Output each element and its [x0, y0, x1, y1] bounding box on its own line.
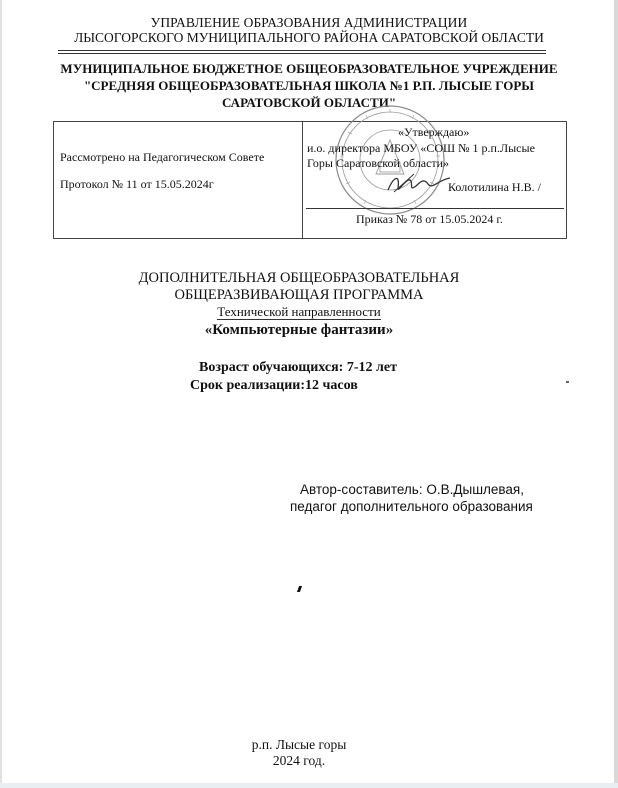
scan-speck	[566, 381, 569, 383]
director-role-line-1: и.о. директора МБОУ «СОШ № 1 р.п.Лысые	[307, 141, 535, 155]
footer-city: р.п. Лысые горы	[251, 737, 347, 752]
header-rule-top	[58, 50, 546, 51]
school-name-line-1: МУНИЦИПАЛЬНОЕ БЮДЖЕТНОЕ ОБЩЕОБРАЗОВАТЕЛЬНОЕ УЧРЕЖДЕНИЕ	[60, 61, 558, 76]
header-rule-bottom	[58, 53, 546, 54]
page-border-bottom	[0, 783, 618, 788]
school-name-line-2: "СРЕДНЯЯ ОБЩЕОБРАЗОВАТЕЛЬНАЯ ШКОЛА №1 Р.П. ЛЫСЫЕ ГОРЫ	[83, 78, 535, 93]
author-name: Автор-составитель: О.В.Дышлевая,	[300, 482, 524, 497]
program-title-line-2: ОБЩЕРАЗВИВАЮЩАЯ ПРОГРАММА	[174, 287, 424, 303]
author-position: педагог дополнительного образования	[290, 499, 533, 514]
approval-table-divider	[302, 121, 303, 239]
school-name-line-3: САРАТОВСКОЙ ОБЛАСТИ"	[221, 95, 397, 110]
program-direction	[0, 304, 608, 320]
council-protocol: Протокол № 11 от 15.05.2024г	[60, 177, 214, 191]
header-line-1: УПРАВЛЕНИЕ ОБРАЗОВАНИЯ АДМИНИСТРАЦИИ	[150, 15, 468, 30]
program-duration: Срок реализации:12 часов	[190, 378, 358, 393]
stray-mark	[297, 586, 302, 592]
student-age: Возраст обучающихся: 7-12 лет	[199, 360, 397, 375]
reviewed-by-council: Рассмотрено на Педагогическом Совете	[60, 150, 265, 164]
director-signature-icon	[384, 168, 454, 198]
header-line-2: ЛЫСОГОРСКОГО МУНИЦИПАЛЬНОГО РАЙОНА САРАТОВСКОЙ ОБЛАСТИ	[74, 30, 544, 45]
director-name: Колотилина Н.В. /	[448, 180, 541, 194]
page-border-left	[0, 0, 2, 788]
signature-line	[306, 208, 564, 209]
order-number: Приказ № 78 от 15.05.2024 г.	[356, 212, 503, 226]
approve-label: «Утверждаю»	[398, 125, 470, 139]
page-border-right	[614, 0, 618, 788]
director-role-line-2: Горы Саратовской области»	[307, 156, 450, 170]
program-direction-text: Технической направленности	[217, 304, 381, 319]
footer-year: 2024 год.	[272, 753, 326, 768]
program-title-line-1: ДОПОЛНИТЕЛЬНАЯ ОБЩЕОБРАЗОВАТЕЛЬНАЯ	[138, 270, 460, 286]
program-name: «Компьютерные фантазии»	[204, 322, 394, 338]
